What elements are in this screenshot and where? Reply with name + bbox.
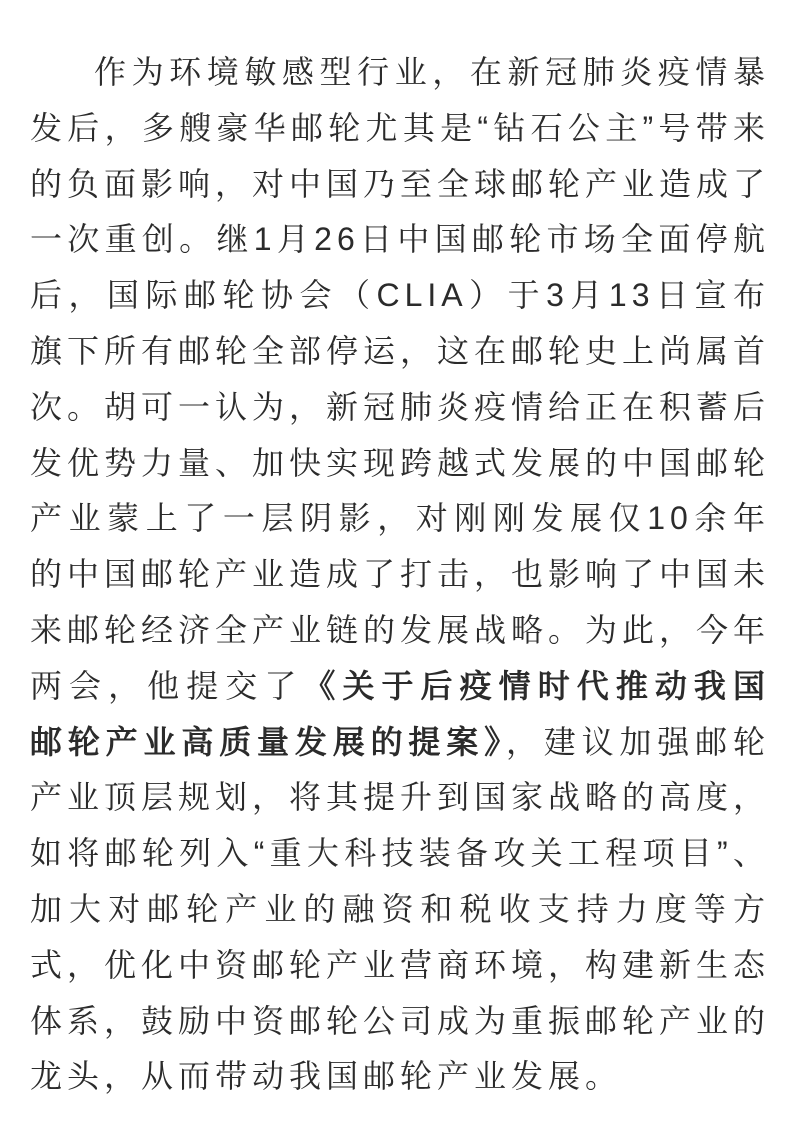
- paragraph-text-after: ，建议加强邮轮产业顶层规划，将其提升到国家战略的高度，如将邮轮列入“重大科技装备攻关工程项目”、加大对邮轮产业的融资和税收支持力度等方式，优化中资邮轮产业营商环境，构建新生态体系，鼓励中资邮轮公司成为重振邮轮产业的龙头，从而带动我国邮轮产业发展。: [30, 723, 771, 1095]
- paragraph-text-before: 作为环境敏感型行业，在新冠肺炎疫情暴发后，多艘豪华邮轮尤其是“钻石公主”号带来的负面影响，对中国乃至全球邮轮产业造成了一次重创。继1月26日中国邮轮市场全面停航后，国际邮轮协会（CLIA）于3月13日宣布旗下所有邮轮全部停运，这在邮轮史上尚属首次。胡可一认为，新冠肺炎疫情给正在积蓄后发优势力量、加快实现跨越式发展的中国邮轮产业蒙上了一层阴影，对刚刚发展仅10余年的中国邮轮产业造成了打击，也影响了中国未来邮轮经济全产业链的发展战略。为此，今年两会，他提交了: [30, 54, 771, 704]
- proposal-title-bold: 《关于后疫情时代推动我国邮轮产业高质量发展的提案》: [30, 667, 770, 760]
- article-paragraph: [30, 45, 770, 1105]
